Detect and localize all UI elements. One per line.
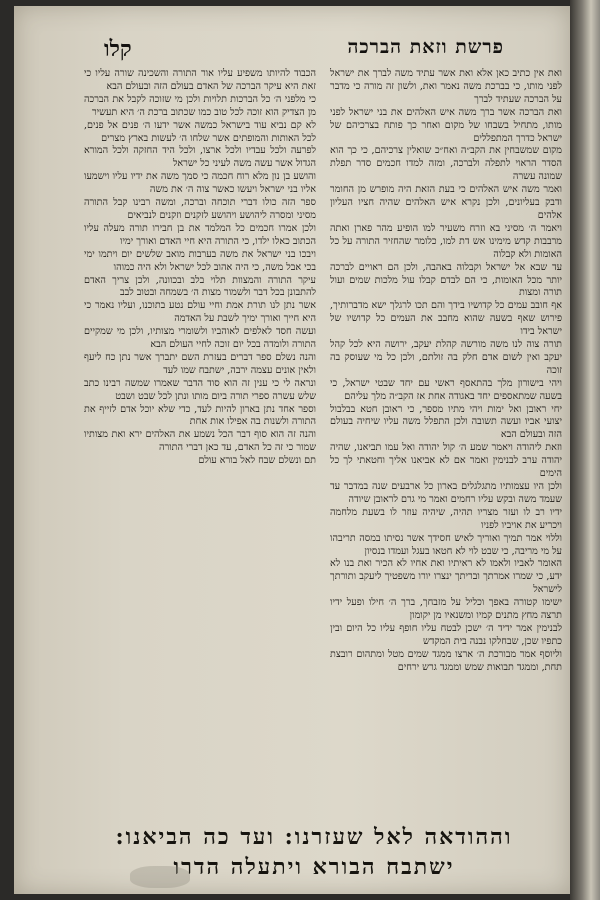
paragraph: לבנימין אמר ידיד ה׳ ישכן לבטח עליו חופף עליו כל היום ובין כתפיו שכן, שבחלקו נבנה בית המקדש	[330, 622, 562, 647]
paragraph: עיקר התורה והמצוות תלוי בלב ובכוונה, ולכן צריך האדם להתבונן בכל דבר ולשמור מצות ה׳ בשמחה ובטוב לבב	[84, 274, 316, 299]
paragraph: עד שבא אל ישראל וקבלוה באהבה, ולכן הם ראויים לברכה יותר מכל האומות, כי הם לבדם קבלו עול מלכות שמים ועול תורה ומצות	[330, 261, 562, 299]
paragraph: ספר הזה כולו דברי תוכחה וברכה, ומשה רבינו קבל התורה מסיני ומסרה ליהושע ויהושע לזקנים וזקנים לנביאים	[84, 197, 316, 221]
paragraph: ויבכו בני ישראל את משה בערבות מואב שלשים יום ויתמו ימי בכי אבל משה, כי היה אהוב לכל ישראל ולא היה כמוהו	[84, 248, 316, 273]
parasha-title: פרשת וזאת הברכה	[347, 36, 504, 58]
paragraph: הכבוד להיותו משפיע עליו אור התורה והשכינה שורה עליו כי זאת היא עיקר הברכה של האדם בעולם הזה ובעולם הבא	[84, 68, 316, 92]
paragraph: תורה צוה לנו משה מורשה קהלת יעקב, ירושה היא לכל קהל יעקב ואין לשום אדם חלק בה זולתם, ולכן כל מי שעוסק בה זוכה	[330, 339, 562, 376]
paragraph: וללוי אמר תמיך ואוריך לאיש חסידך אשר נסיתו במסה תריבהו על מי מריבה, כי שבט לוי לא חטאו בעגל ועמדו בנסיון	[330, 532, 562, 557]
paragraph: אף חובב עמים כל קדושיו בידך והם תכו לרגלך ישא מדברותיך, פירוש שאף בשעה שהוא מחבב את העמים כל קדושיו של ישראל בידו	[330, 300, 562, 338]
paragraph: האומר לאביו ולאמו לא ראיתיו ואת אחיו לא הכיר ואת בנו לא ידע, כי שמרו אמרתך ובריתך ינצרו יורו משפטיך ליעקב ותורתך לישראל	[330, 558, 562, 596]
paragraph: וספר אחד נתן בארון להיות לעד, כדי שלא יוכל אדם לזייף את התורה ולשנות בה אפילו אות אחת	[84, 403, 316, 428]
paragraph: תם ונשלם שבח לאל בורא עולם	[198, 455, 316, 467]
paragraph: מקום שמשבחין את הקב״ה ואח״כ שואלין צרכיהם, כי כך הוא הסדר הראוי לתפלה ולברכה, ומזה למדו חכמים סדר תפלת שמונה עשרה	[330, 145, 562, 183]
book-page	[14, 6, 570, 894]
paragraph: ונראה לי כי ענין זה הוא סוד הדבר שאמרו שמשה רבינו כתב שלש עשרה ספרי תורה ביום מותו ונתן לכל שבט ושבט	[84, 377, 316, 402]
paragraph: ידיו רב לו ועזר מצריו תהיה, שיהיה עוזר לו בשעת מלחמה ויכריע את אויביו לפניו	[330, 506, 562, 531]
paragraph: והנה זה הוא סוף דבר הכל נשמע את האלהים ירא ואת מצותיו שמור כי זה כל האדם, עד כאן דברי התורה	[84, 429, 316, 454]
paragraph: כי מלפני ה׳ כל הברכות תלויות ולכן מי שזוכה לקבל את הברכה מן הצדיק הוא זוכה לכל טוב כמו שכתוב ברכת ה׳ היא תעשיר	[84, 93, 316, 118]
paragraph: יחי ראובן ואל ימות ויהי מתיו מספר, כי ראובן חטא בבלבול יצועי אביו ועשה תשובה ולכן התפלל משה עליו שיחיה בעולם הזה ובעולם הבא	[330, 403, 562, 441]
paragraph: ישימו קטורה באפך וכליל על מזבחך, ברך ה׳ חילו ופעל ידיו תרצה מחץ מתנים קמיו ומשנאיו מן יקומון	[330, 597, 562, 622]
paragraph: לא קם נביא עוד בישראל כמשה אשר ידעו ה׳ פנים אל פנים, לכל האותות והמופתים אשר שלחו ה׳ לעשות בארץ מצרים	[84, 119, 316, 144]
paragraph: ואת אין כתיב כאן אלא ואת אשר עתיד משה לברך את ישראל לפני מותו, כי בברכת משה נאמר ואת, ולשון זה מורה כי מדבר על הברכה שעתיד לברך	[330, 68, 562, 105]
paragraph: ואת הברכה אשר ברך משה איש האלהים את בני ישראל לפני מותו, מתחיל בשבחו של מקום ואחר כך פותח בצרכיהם של ישראל כדרך המתפללים	[330, 106, 562, 144]
closing-line-2: ישתבח הבורא ויתעלה הדרו	[173, 854, 455, 880]
folio-number: קלו	[104, 36, 132, 62]
paragraph: ועשה חסד לאלפים לאוהביו ולשומרי מצותיו, ולכן מי שמקיים התורה ולומדה בכל יום זוכה לחיי העולם הבא	[84, 326, 316, 351]
ink-stain	[130, 866, 190, 888]
paragraph: וליוסף אמר מבורכת ה׳ ארצו ממגד שמים מטל ומתהום רובצת תחת, וממגד תבואות שמש וממגד גרש ירחים	[330, 648, 562, 673]
left-column	[84, 68, 316, 810]
paragraph: והושע בן נון מלא רוח חכמה כי סמך משה את ידיו עליו וישמעו אליו בני ישראל ויעשו כאשר צוה ה׳ את משה	[84, 171, 316, 196]
paragraph: ולכן היו עצמותיו מתגלגלים בארון כל ארבעים שנה במדבר עד שעמד משה ובקש עליו רחמים ואמר מי גרם לראובן שיודה	[330, 481, 562, 505]
paragraph: לפרעה ולכל עבדיו ולכל ארצו, ולכל היד החזקה ולכל המורא הגדול אשר עשה משה לעיני כל ישראל	[84, 145, 316, 170]
paragraph: ולכן אמרו חכמים כל המלמד את בן חבירו תורה מעלה עליו הכתוב כאלו ילדו, כי התורה היא חיי האדם ואורך ימיו	[84, 222, 316, 247]
paragraph: וזאת ליהודה ויאמר שמע ה׳ קול יהודה ואל עמו תביאנו, שהיה יהודה ערב לבנימין ואמר אם לא אביאנו אליך וחטאתי לך כל הימים	[330, 442, 562, 480]
right-column	[330, 68, 562, 810]
running-head	[104, 36, 564, 62]
paragraph: ואמר משה איש האלהים כי בעת הזאת היה מופרש מן החומר ודבק בעליונים, ולכן נקרא איש האלהים שהיה חציו העליון אלהים	[330, 184, 562, 221]
closing-line-1: וההודאה לאל שעזרנו: ועד כה הביאנו:	[115, 824, 513, 850]
paragraph: אשר נתן לנו תורת אמת וחיי עולם נטע בתוכנו, ועליו נאמר כי היא חייך ואורך ימיך לשבת על האדמה	[84, 300, 316, 325]
paragraph: ויהי בישורון מלך בהתאסף ראשי עם יחד שבטי ישראל, כי בשעה שמתאספים יחד באגודה אחת אז הקב״ה מלך עליהם	[330, 377, 562, 402]
text-columns	[84, 68, 562, 810]
paragraph: ויאמר ה׳ מסיני בא וזרח משעיר למו הופיע מהר פארן ואתה מרבבות קדש מימינו אש דת למו, כלומר שהחזיר התורה על כל האומות ולא קבלוה	[330, 222, 562, 260]
book-fore-edge	[570, 0, 600, 900]
paragraph: והנה נשלם ספר דברים בעזרת השם יתברך אשר נתן כח ליעף ולאין אונים עצמה ירבה, ישתבח שמו לעד	[84, 351, 316, 376]
